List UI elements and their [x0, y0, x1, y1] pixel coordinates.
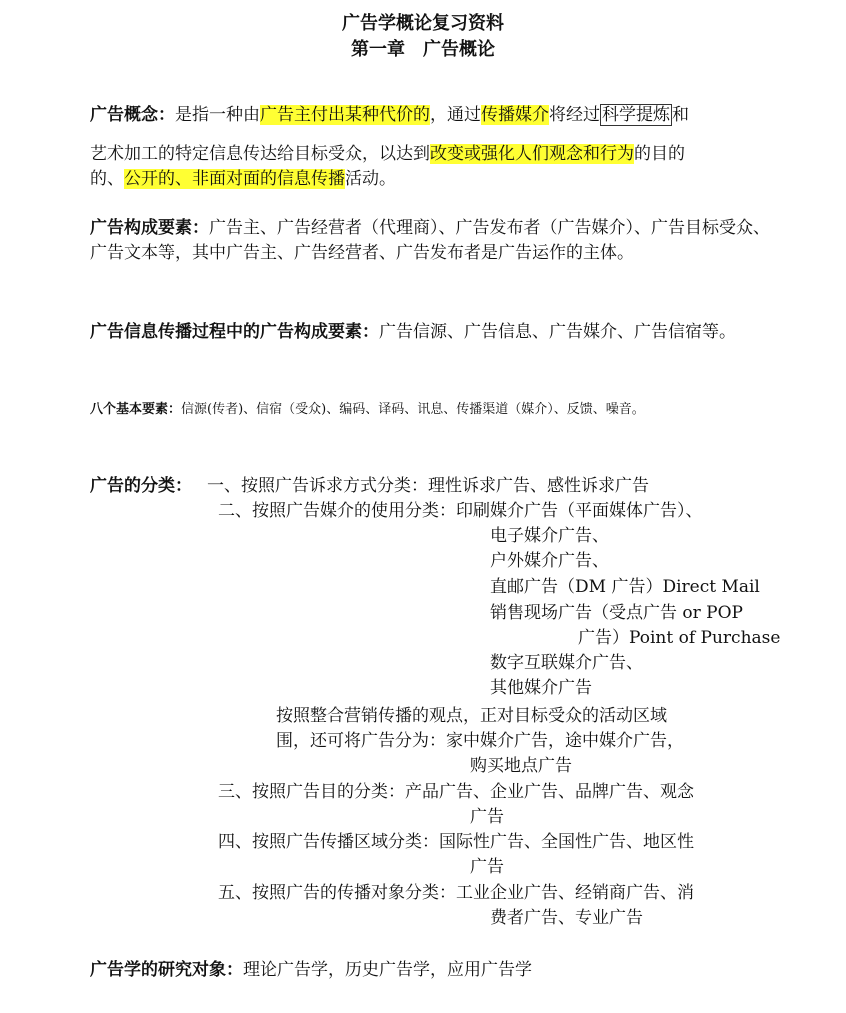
classification-item-4-cont: 广告 — [470, 857, 504, 877]
concept-line-2 — [90, 142, 770, 167]
classification-item-2: 二、按照广告媒介的使用分类：印刷媒介广告（平面媒体广告）、 — [218, 501, 703, 521]
process-paragraph — [90, 320, 770, 345]
concept-label: 广告概念： — [90, 105, 175, 125]
concept-text-4: 和 — [672, 105, 689, 125]
classification-item-3-cont: 广告 — [470, 807, 504, 827]
research-text: 理论广告学，历史广告学，应用广告学 — [243, 960, 532, 980]
elements-text: 广告主、广告经营者（代理商）、广告发布者（广告媒介）、广告目标受众、广告文本等，其中广告主、广告经营者、广告发布者是广告运作的主体。 — [90, 218, 770, 263]
media-type-pop-cont: 广告）Point of Purchase — [578, 628, 781, 648]
media-type-outdoor: 户外媒介广告、 — [490, 551, 609, 571]
imc-line-3: 购买地点广告 — [470, 756, 572, 776]
research-line — [90, 958, 770, 983]
imc-line-1: 按照整合营销传播的观点，正对目标受众的活动区域 — [276, 706, 667, 726]
classification-label: 广告的分类： — [90, 476, 192, 496]
concept-highlight-2: 传播媒介 — [481, 105, 549, 125]
concept-line3-text-a: 的、 — [90, 169, 124, 189]
classification-item-3: 三、按照广告目的分类：产品广告、企业广告、品牌广告、观念 — [218, 782, 694, 802]
concept-highlight-4: 公开的、非面对面的信息传播 — [124, 169, 345, 189]
imc-line-2: 围，还可将广告分为：家中媒介广告，途中媒介广告， — [276, 731, 684, 751]
concept-text-1: 是指一种由 — [175, 105, 260, 125]
concept-line3-text-b: 活动。 — [345, 169, 396, 189]
concept-line-3 — [90, 167, 770, 192]
classification-item-5: 五、按照广告的传播对象分类：工业企业广告、经销商广告、消 — [218, 883, 694, 903]
concept-line2-text-b: 的目的 — [634, 144, 685, 164]
media-type-digital: 数字互联媒介广告、 — [490, 653, 643, 673]
classification-item-4: 四、按照广告传播区域分类：国际性广告、全国性广告、地区性 — [218, 832, 694, 852]
process-label: 广告信息传播过程中的广告构成要素： — [90, 322, 379, 342]
eight-elements-text: 信源(传者)、信宿（受众)、编码、译码、讯息、传播渠道（媒介）、反馈、噪音。 — [181, 402, 645, 417]
classification-item-5-cont: 费者广告、专业广告 — [490, 908, 643, 928]
process-text: 广告信源、广告信息、广告媒介、广告信宿等。 — [379, 322, 736, 342]
eight-elements-line — [90, 397, 770, 422]
concept-line-1 — [90, 103, 770, 128]
concept-highlight-1: 广告主付出某种代价的 — [260, 105, 430, 125]
elements-label: 广告构成要素： — [90, 218, 209, 238]
concept-text-3: 将经过 — [549, 105, 600, 125]
concept-text-2: ，通过 — [430, 105, 481, 125]
eight-elements-label: 八个基本要素： — [90, 402, 182, 417]
media-type-pop: 销售现场广告（受点广告 or POP — [490, 603, 743, 623]
classification-item-1: 一、按照广告诉求方式分类：理性诉求广告、感性诉求广告 — [207, 476, 649, 496]
document-title: 广告学概论复习资料 — [342, 13, 504, 34]
elements-paragraph — [90, 216, 770, 266]
concept-boxed-term: 科学提炼 — [602, 105, 670, 125]
concept-line2-text-a: 艺术加工的特定信息传达给目标受众，以达到 — [90, 144, 430, 164]
chapter-title: 第一章 广告概论 — [351, 39, 495, 60]
media-type-direct-mail: 直邮广告（DM 广告）Direct Mail — [490, 577, 760, 597]
media-type-other: 其他媒介广告 — [490, 678, 592, 698]
media-type-electronic: 电子媒介广告、 — [490, 526, 609, 546]
concept-highlight-3: 改变或强化人们观念和行为 — [430, 144, 634, 164]
research-label: 广告学的研究对象： — [90, 960, 243, 980]
